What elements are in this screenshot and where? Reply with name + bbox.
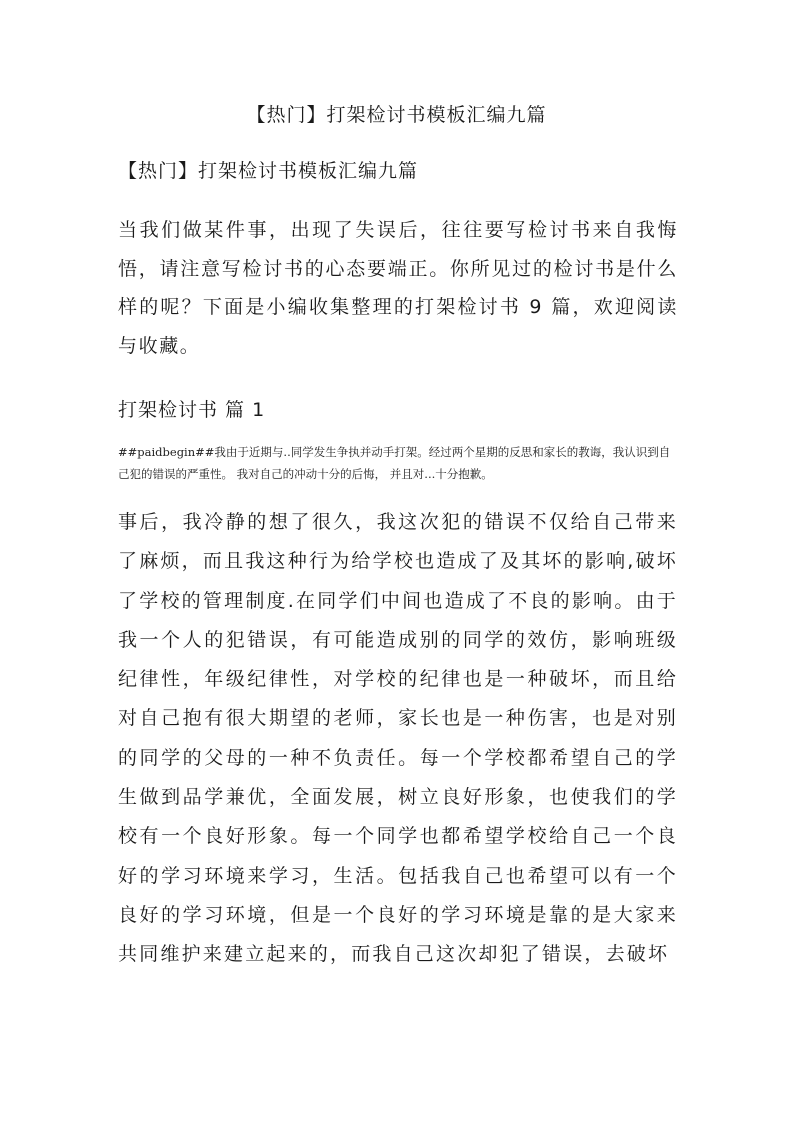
document-title: 【热门】打架检讨书模板汇编九篇 bbox=[246, 104, 547, 126]
intro-paragraph: 当我们做某件事，出现了失误后，往往要写检讨书来自我悔悟，请注意写检讨书的心态要端正。你所见过的检讨书是什么样的呢？下面是小编收集整理的打架检讨书 9 篇，欢迎阅读与收藏。 bbox=[118, 219, 678, 357]
document-subtitle: 【热门】打架检讨书模板汇编九篇 bbox=[118, 160, 419, 182]
body-paragraph: 事后，我冷静的想了很久，我这次犯的错误不仅给自己带来了麻烦，而且我这种行为给学校也造成了及其坏的影响,破坏了学校的管理制度.在同学们中间也造成了不良的影响。由于我一个人的犯错误，有可能造成别的同学的效仿，影响班级纪律性，年级纪律性，对学校的纪律也是一种破坏，而且给对自己抱有很大期望的老师，家长也是一种伤害，也是对别的同学的父母的一种不负责任。每一个学校都希望自己的学生做到品学兼优，全面发展，树立良好形象，也使我们的学校有一个良好形象。每一个同学也都希望学校给自己一个良好的学习环境来学习，生活。包括我自己也希望可以有一个良好的学习环境，但是一个良好的学习环境是靠的是大家来共同维护来建立起来的，而我自己这次却犯了错误，去破坏 bbox=[118, 511, 678, 966]
small-paragraph: ##paidbegin##我由于近期与..同学发生争执并动手打架。经过两个星期的反思和家长的教诲，我认识到自己犯的错误的严重性。 我对自己的冲动十分的后悔， 并且对...十分抱歉。 bbox=[118, 445, 671, 481]
section-heading: 打架检讨书 篇 1 bbox=[118, 399, 266, 421]
